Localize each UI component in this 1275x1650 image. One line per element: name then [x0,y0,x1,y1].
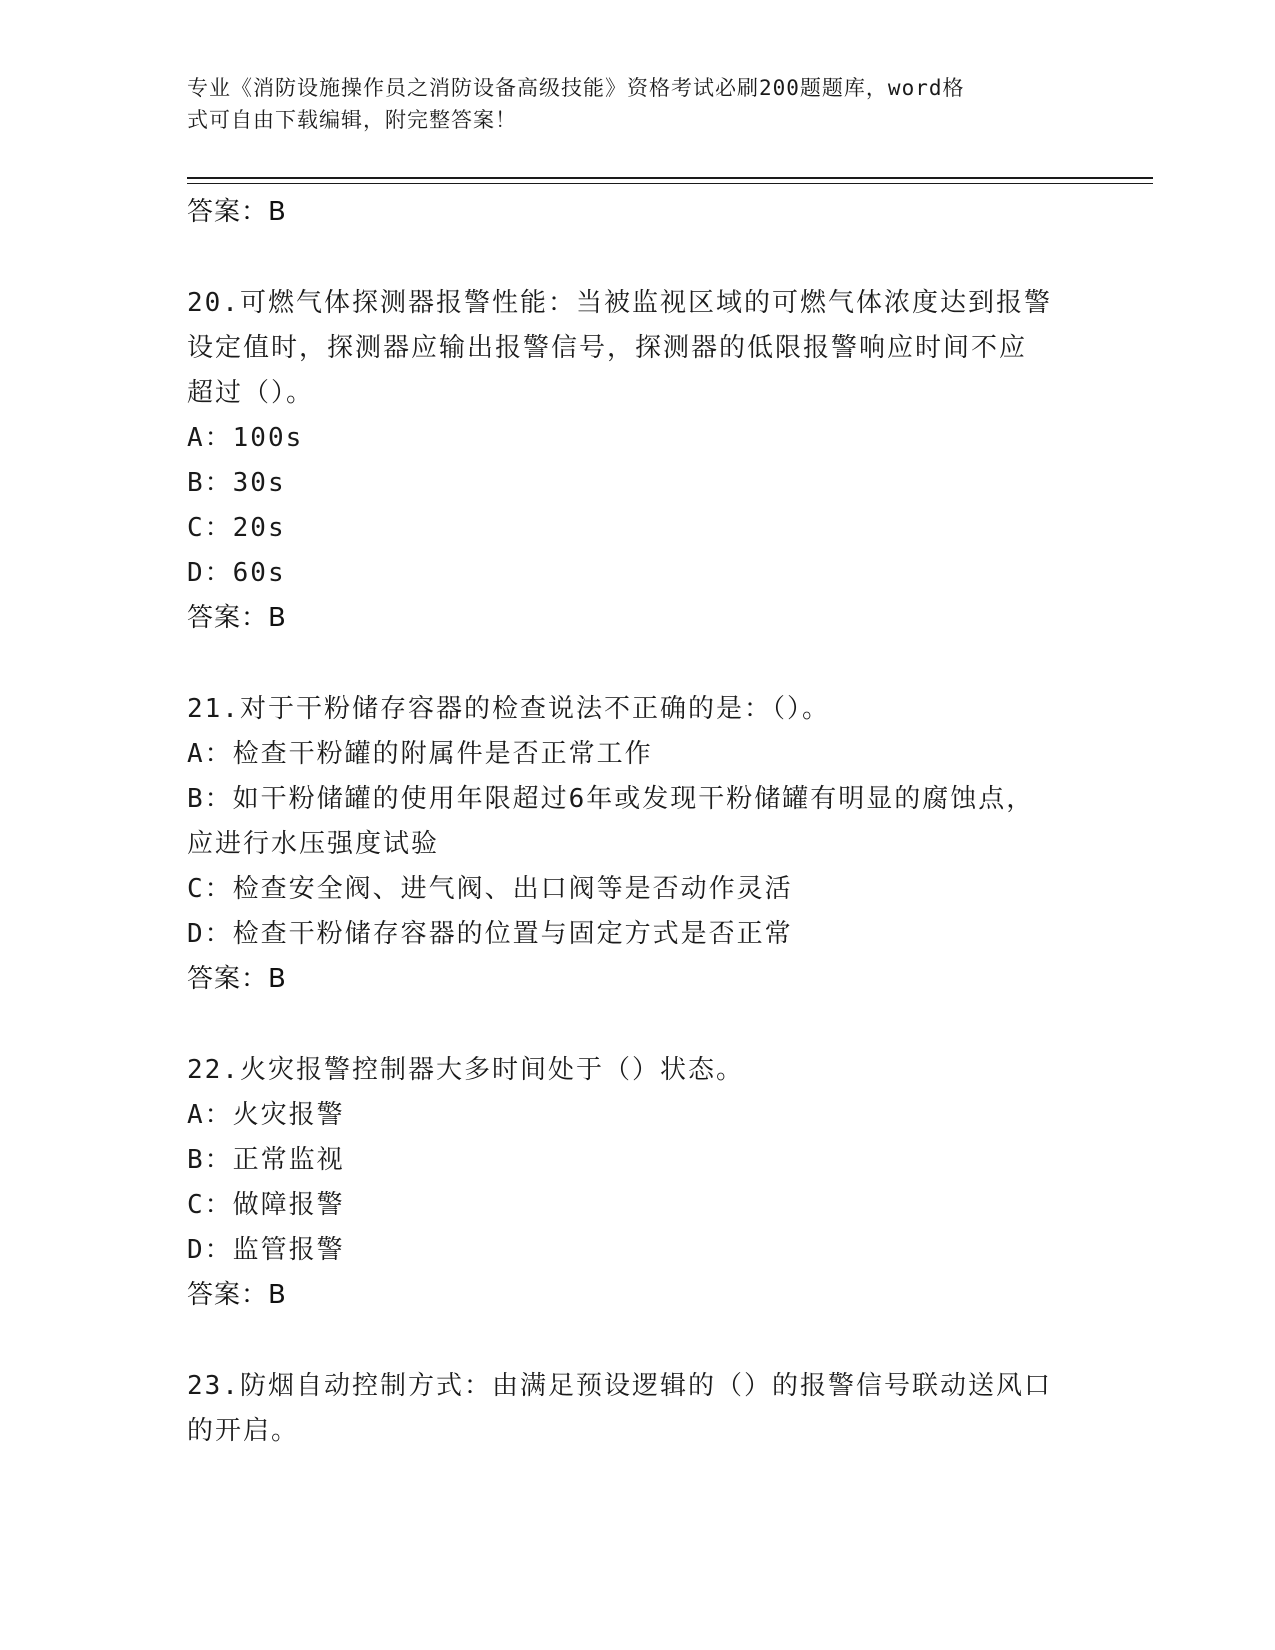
question-line: 23.防烟自动控制方式：由满足预设逻辑的（）的报警信号联动送风口 [187,1371,1052,1401]
question-line: 设定值时，探测器应输出报警信号，探测器的低限报警响应时间不应 [187,333,1028,363]
option-b: B：30s [187,468,286,498]
option-line: 应进行水压强度试验 [187,829,440,859]
option-d: D：检查干粉储存容器的位置与固定方式是否正常 [187,919,793,949]
question-line: 21.对于干粉储存容器的检查说法不正确的是：（）。 [187,694,830,724]
spacer [187,235,1087,281]
document-header [187,72,1067,136]
question-line: 的开启。 [187,1416,300,1446]
question-block [187,687,1087,1002]
question-block [187,1364,1087,1454]
option-c: C：20s [187,513,286,543]
question-list [187,190,1087,1454]
option-b [187,777,1087,867]
header-divider-thin [187,183,1153,184]
question-line: 20.可燃气体探测器报警性能：当被监视区域的可燃气体浓度达到报警 [187,288,1052,318]
option-a: A：100s [187,423,304,453]
header-line-1: 专业《消防设施操作员之消防设备高级技能》资格考试必刷200题题库，word格 [187,76,965,100]
header-divider-thick [187,177,1153,179]
question-text [187,1364,1087,1454]
question-text [187,281,1087,416]
answer-line: 答案：B [187,197,287,227]
question-text [187,1048,1087,1093]
option-line: B：如干粉储罐的使用年限超过6年或发现干粉储罐有明显的腐蚀点， [187,784,1035,814]
answer-line: 答案：B [187,603,287,633]
spacer [187,641,1087,687]
option-b: B：正常监视 [187,1145,345,1175]
header-line-2: 式可自由下载编辑，附完整答案！ [187,108,517,132]
option-d: D：监管报警 [187,1235,345,1265]
question-line: 22.火灾报警控制器大多时间处于（）状态。 [187,1055,744,1085]
option-c: C：做障报警 [187,1190,345,1220]
answer-line: 答案：B [187,1280,287,1310]
spacer [187,1002,1087,1048]
question-text [187,687,1087,732]
option-a: A：检查干粉罐的附属件是否正常工作 [187,739,653,769]
question-block [187,1048,1087,1318]
question-block [187,281,1087,641]
question-line: 超过（）。 [187,378,315,408]
answer-line: 答案：B [187,964,287,994]
spacer [187,1318,1087,1364]
option-a: A：火灾报警 [187,1100,345,1130]
option-d: D：60s [187,558,286,588]
option-c: C：检查安全阀、进气阀、出口阀等是否动作灵活 [187,874,793,904]
